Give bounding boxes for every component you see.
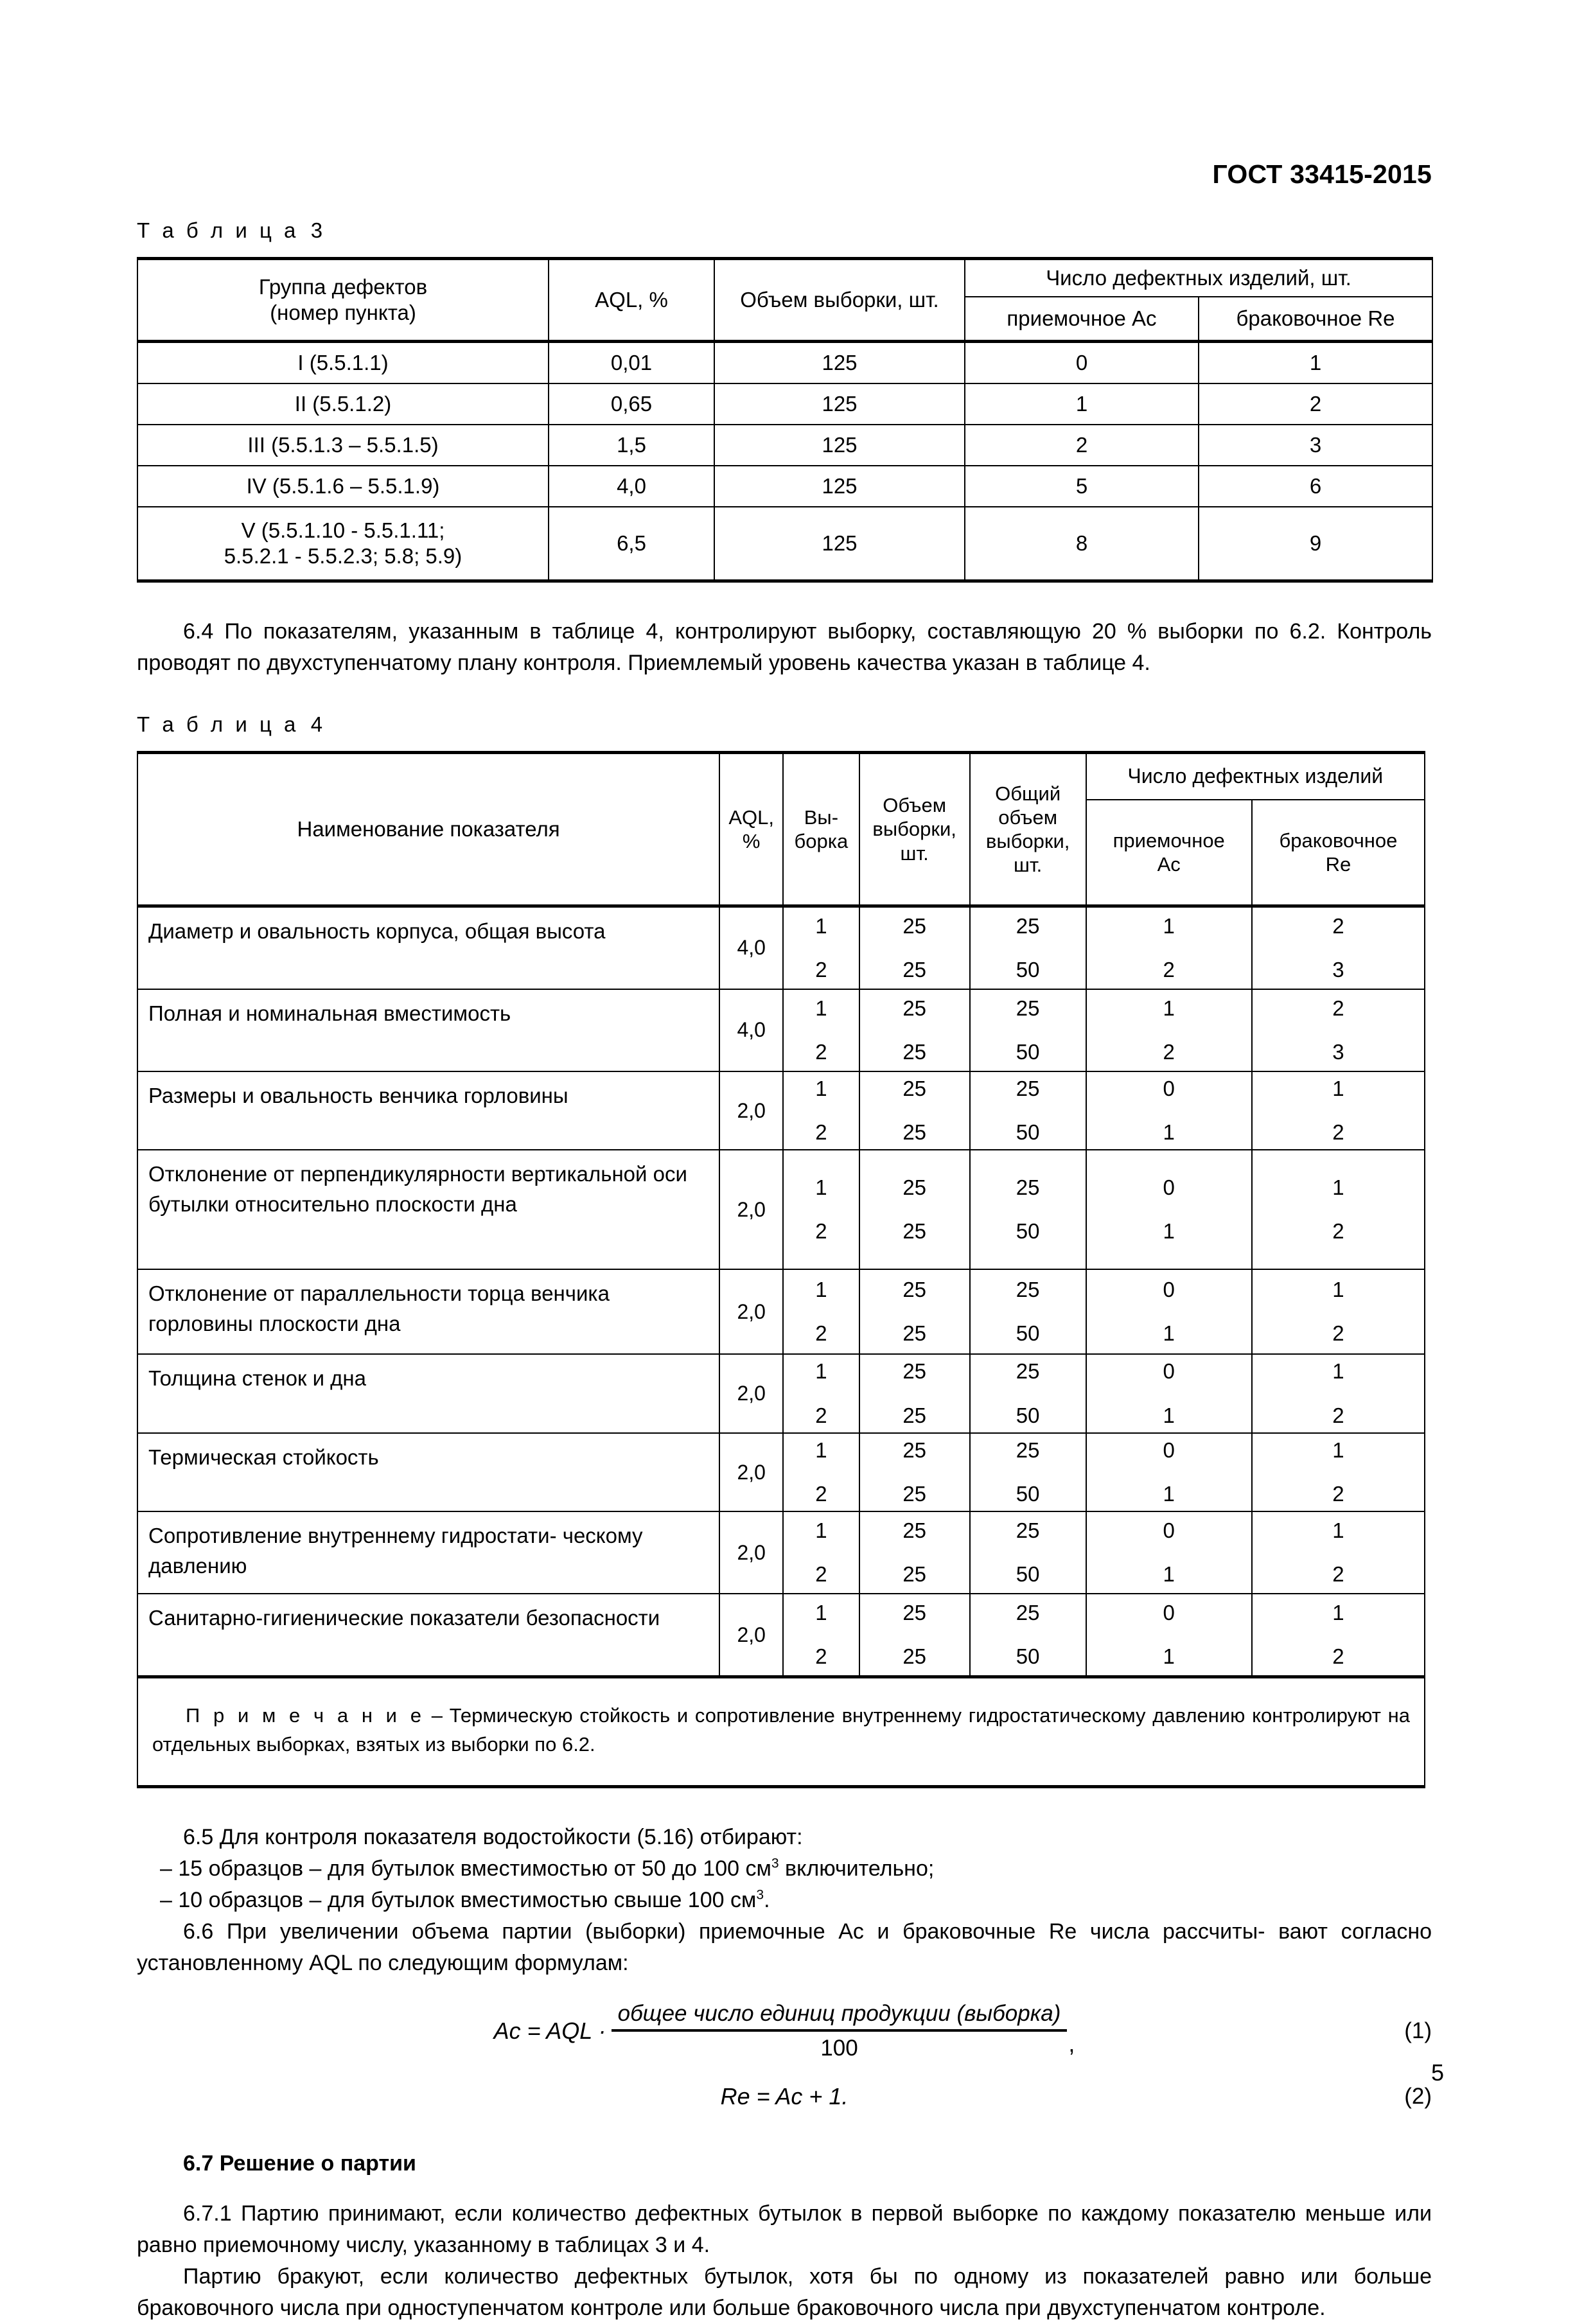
table4-cell-total	[970, 1269, 1086, 1354]
table3-cell-ac: 5	[965, 466, 1199, 507]
table4-row	[137, 1433, 1425, 1511]
table4-cell-stage	[783, 906, 859, 989]
table4-row	[137, 1071, 1425, 1150]
table4-row	[137, 1354, 1425, 1432]
table4-header-total-line1: Общий	[995, 782, 1061, 805]
table4-cell-re	[1252, 906, 1425, 989]
table4-caption	[137, 712, 1432, 737]
table4-cell-tot2: 50	[1016, 1039, 1040, 1064]
paragraph-6-5-item-1	[137, 1853, 1432, 1885]
table4-cell-ac1: 0	[1163, 1519, 1175, 1542]
table3-cell-volume: 125	[714, 466, 965, 507]
table4-cell-tot2: 50	[1016, 1120, 1040, 1145]
table3-cell-ac: 1	[965, 383, 1199, 425]
table4-row	[137, 906, 1425, 989]
section-6-7-heading: 6.7 Решение о партии	[183, 2151, 416, 2176]
table4-cell-aql: 2,0	[719, 1594, 783, 1677]
table4-cell-name: Санитарно-гигиенические показатели безопасности	[137, 1594, 719, 1677]
table4-cell-stage2: 2	[815, 1403, 827, 1427]
table4-cell-aql: 2,0	[719, 1354, 783, 1432]
table4-header-rejection-line1: браковочное	[1279, 829, 1398, 852]
table4-cell-re2: 2	[1332, 1562, 1344, 1587]
table4-cell-ac1: 0	[1163, 1076, 1175, 1100]
table4-cell-re1: 2	[1332, 996, 1344, 1020]
formula-2-number: (2)	[1404, 2083, 1432, 2109]
table4-cell-vol1: 25	[902, 1601, 927, 1624]
table4-cell-tot2: 50	[1016, 1403, 1040, 1427]
table4-cell-total	[970, 1433, 1086, 1511]
table4-note-label: П р и м е ч а н и е	[186, 1703, 425, 1727]
table4-cell-volume	[859, 1354, 970, 1432]
formula-1-lead: Ac = AQL ·	[493, 2017, 606, 2044]
table4-cell-aql: 2,0	[719, 1269, 783, 1354]
table3-caption-number: 3	[310, 218, 323, 242]
table3-cell-volume: 125	[714, 383, 965, 425]
table4-cell-stage2: 2	[815, 1482, 827, 1506]
table4-cell-tot1: 25	[1016, 913, 1040, 938]
paragraph-6-5-item-2	[137, 1885, 1432, 1916]
table4-cell-ac	[1086, 1071, 1252, 1150]
table3-header-aql: AQL, %	[549, 259, 714, 342]
table4-cell-vol1: 25	[902, 996, 927, 1020]
table4-caption-number: 4	[310, 712, 323, 736]
table4-cell-aql: 4,0	[719, 906, 783, 989]
table3-cell-aql: 6,5	[549, 507, 714, 581]
table4-cell-re2: 3	[1332, 957, 1344, 982]
formula-1-fraction	[612, 2001, 1068, 2061]
table4-cell-re2: 2	[1332, 1321, 1344, 1346]
table3-cell-ac: 8	[965, 507, 1199, 581]
table3-cell-ac: 0	[965, 342, 1199, 384]
table4-cell-stage2: 2	[815, 1644, 827, 1669]
table4-cell-re2: 2	[1332, 1482, 1344, 1506]
table4-cell-volume	[859, 1150, 970, 1269]
table4-note-text: – Термическую стойкость и сопротивление внутреннему гидростатическому давлению контролируют на отдельных выборках, взятых из выборки по 6.2.	[152, 1703, 1410, 1756]
table4	[137, 751, 1425, 1788]
table4-cell-ac2: 1	[1163, 1562, 1175, 1587]
table4-cell-re2: 2	[1332, 1219, 1344, 1244]
paragraph-6-5-item-1-post: включительно;	[779, 1856, 935, 1881]
table3-cell-volume: 125	[714, 342, 965, 384]
table3-header-defective: Число дефектных изделий, шт.	[965, 259, 1432, 297]
paragraph-6-7-1-reject: Партию бракуют, если количество дефектных бутылок, хотя бы по одному из показателей равно или больше браковочного числа при одноступенчатом контроле или больше браковочного числа при двухступенчатом контроле.	[137, 2264, 1432, 2320]
table3-header-row	[137, 259, 1432, 297]
table4-header-volume-line2: выборки,	[872, 818, 956, 841]
table4-cell-aql: 2,0	[719, 1071, 783, 1150]
table4-cell-ac2: 1	[1163, 1644, 1175, 1669]
formula-2-row	[137, 2083, 1432, 2110]
paragraph-6-6: 6.6 При увеличении объема партии (выборки) приемочные Ac и браковочные Re числа рассчиты- вают согласно установленному AQL по следующим формулам:	[137, 1919, 1432, 1976]
table4-cell-volume	[859, 1269, 970, 1354]
table3-row	[137, 383, 1432, 425]
table4-cell-aql: 2,0	[719, 1433, 783, 1511]
table4-cell-stage1: 1	[815, 1076, 827, 1100]
paragraph-6-5-item-1-sup: 3	[771, 1856, 779, 1871]
table4-cell-stage1: 1	[815, 1601, 827, 1624]
table3-header-rejection: браковочное Re	[1199, 297, 1432, 342]
paragraph-6-5-intro: 6.5 Для контроля показателя водостойкости (5.16) отбирают:	[183, 1825, 803, 1850]
table4-cell-re	[1252, 1269, 1425, 1354]
table4-row	[137, 1269, 1425, 1354]
table4-caption-word: Т а б л и ц а	[137, 712, 299, 736]
table4-cell-ac	[1086, 1150, 1252, 1269]
table4-cell-name: Отклонение от параллельности торца венчика горловины плоскости дна	[137, 1269, 719, 1354]
table4-cell-total	[970, 1354, 1086, 1432]
table4-cell-re2: 2	[1332, 1120, 1344, 1145]
table4-cell-ac1: 0	[1163, 1438, 1175, 1462]
table4-cell-re	[1252, 1433, 1425, 1511]
table4-cell-volume	[859, 1594, 970, 1677]
formula-2-block	[137, 2083, 1432, 2110]
table4-cell-re1: 1	[1332, 1175, 1344, 1200]
table4-cell-tot2: 50	[1016, 1219, 1040, 1244]
paragraph-6-4: 6.4 По показателям, указанным в таблице 4, контролируют выборку, составляющую 20 % выборки по 6.2. Контроль проводят по двухступенчатому плану контроля. Приемлемый уровень качества указан в таблице 4.	[137, 619, 1432, 675]
table4-cell-total	[970, 1071, 1086, 1150]
table4-cell-stage	[783, 1594, 859, 1677]
table4-cell-tot2: 50	[1016, 1321, 1040, 1346]
table4-cell-vol2: 25	[902, 1562, 927, 1587]
table4-cell-ac	[1086, 1594, 1252, 1677]
table4-header-name: Наименование показателя	[137, 752, 719, 906]
table4-cell-stage2: 2	[815, 1562, 827, 1587]
table4-cell-re1: 1	[1332, 1076, 1344, 1100]
table3-cell-re: 3	[1199, 425, 1432, 466]
table4-cell-re1: 2	[1332, 913, 1344, 938]
table4-header-defective: Число дефектных изделий	[1086, 752, 1425, 800]
table4-cell-total	[970, 1594, 1086, 1677]
table4-header-rejection-line2: Re	[1325, 852, 1351, 876]
table4-cell-vol2: 25	[902, 1403, 927, 1427]
table4-cell-stage1: 1	[815, 913, 827, 938]
table3-cell-aql: 1,5	[549, 425, 714, 466]
table3-row	[137, 342, 1432, 384]
table4-cell-re1: 1	[1332, 1601, 1344, 1624]
table4-cell-name: Полная и номинальная вместимость	[137, 989, 719, 1071]
table4-cell-vol1: 25	[902, 1359, 927, 1384]
formula-2-text	[721, 2083, 849, 2110]
table4-row	[137, 1150, 1425, 1269]
table4-header-acceptance	[1086, 800, 1252, 906]
table3-header-group-line2: (номер пункта)	[270, 301, 416, 324]
table4-cell-re	[1252, 1354, 1425, 1432]
table4-cell-ac	[1086, 1354, 1252, 1432]
table4-cell-aql: 2,0	[719, 1511, 783, 1594]
table4-cell-re	[1252, 1150, 1425, 1269]
formula-1-tail: ,	[1068, 2030, 1075, 2057]
table4-cell-stage	[783, 1354, 859, 1432]
document-header-standard: ГОСТ 33415-2015	[1212, 159, 1432, 189]
table3-cell-aql: 4,0	[549, 466, 714, 507]
paragraph-6-5-item-1-pre: – 15 образцов – для бутылок вместимостью от 50 до 100 см	[160, 1856, 771, 1881]
table4-cell-total	[970, 906, 1086, 989]
table4-cell-ac2: 1	[1163, 1321, 1175, 1346]
table4-cell-vol2: 25	[902, 1120, 927, 1145]
table4-cell-re	[1252, 1594, 1425, 1677]
table4-cell-re2: 2	[1332, 1644, 1344, 1669]
table4-cell-stage1: 1	[815, 996, 827, 1020]
table3-caption	[137, 218, 1432, 243]
table4-cell-stage	[783, 1150, 859, 1269]
table4-row	[137, 1511, 1425, 1594]
table4-cell-stage2: 2	[815, 1321, 827, 1346]
table3-header-group-line1: Группа дефектов	[258, 274, 428, 299]
paragraph-6-5-item-2-pre: – 10 образцов – для бутылок вместимостью свыше 100 см	[160, 1888, 757, 1913]
table4-cell-volume	[859, 1433, 970, 1511]
table4-cell-ac	[1086, 1433, 1252, 1511]
table4-cell-vol1: 25	[902, 1076, 927, 1100]
table4-cell-volume	[859, 906, 970, 989]
table4-cell-vol2: 25	[902, 1039, 927, 1064]
table4-cell-ac1: 0	[1163, 1359, 1175, 1384]
formula-2-expression: Re = Ac + 1.	[720, 2082, 849, 2109]
table4-header-sample-line2: борка	[794, 829, 849, 852]
table4-header-row	[137, 752, 1425, 800]
table4-cell-vol2: 25	[902, 1219, 927, 1244]
table4-cell-ac1: 0	[1163, 1278, 1175, 1302]
table4-header-aql-line1: AQL,	[728, 805, 775, 829]
table3-cell-group: II (5.5.1.2)	[137, 383, 549, 425]
table4-cell-tot2: 50	[1016, 1562, 1040, 1587]
page-number: 5	[1430, 2059, 1444, 2086]
table4-cell-name: Термическая стойкость	[137, 1433, 719, 1511]
table4-cell-ac2: 2	[1163, 1039, 1175, 1064]
table4-cell-ac1: 0	[1163, 1601, 1175, 1624]
table4-cell-stage	[783, 989, 859, 1071]
table3-cell-re: 2	[1199, 383, 1432, 425]
table4-cell-tot1: 25	[1016, 1278, 1040, 1302]
table4-header-sample	[783, 752, 859, 906]
table4-cell-vol1: 25	[902, 1519, 927, 1542]
table4-header-aql-line2: %	[742, 829, 761, 852]
table4-cell-tot2: 50	[1016, 957, 1040, 982]
table4-note-row	[137, 1677, 1425, 1787]
table4-cell-stage2: 2	[815, 957, 827, 982]
table4-cell-vol2: 25	[902, 1482, 927, 1506]
table4-cell-vol1: 25	[902, 1175, 927, 1200]
table4-header-volume-line1: Объем	[883, 794, 947, 817]
table4-cell-name: Отклонение от перпендикулярности вертикальной оси бутылки относительно плоскости дна	[137, 1150, 719, 1269]
table3-caption-word: Т а б л и ц а	[137, 218, 299, 242]
table3-header-acceptance: приемочное Ac	[965, 297, 1199, 342]
table3	[137, 257, 1433, 583]
table4-cell-ac	[1086, 1269, 1252, 1354]
table3-cell-re: 9	[1199, 507, 1432, 581]
table4-cell-ac2: 1	[1163, 1482, 1175, 1506]
table4-cell-vol1: 25	[902, 1278, 927, 1302]
table3-cell-ac: 2	[965, 425, 1199, 466]
table4-cell-tot1: 25	[1016, 1601, 1040, 1624]
table4-cell-name: Толщина стенок и дна	[137, 1354, 719, 1432]
page-content	[137, 218, 1432, 2324]
table4-cell-re	[1252, 989, 1425, 1071]
table4-cell-re2: 2	[1332, 1403, 1344, 1427]
table3-cell-volume: 125	[714, 425, 965, 466]
table4-header-total-line3: выборки,	[985, 829, 1070, 852]
table4-cell-tot2: 50	[1016, 1482, 1040, 1506]
table3-cell-group	[137, 507, 549, 581]
table4-cell-stage1: 1	[815, 1359, 827, 1384]
formula-1-denominator: 100	[820, 2035, 858, 2061]
table4-cell-ac2: 1	[1163, 1219, 1175, 1244]
paragraph-6-5-item-2-post: .	[764, 1888, 770, 1913]
formula-1-row	[137, 2001, 1432, 2061]
table4-cell-stage1: 1	[815, 1278, 827, 1302]
table4-cell-re1: 1	[1332, 1359, 1344, 1384]
table3-header-volume: Объем выборки, шт.	[714, 259, 965, 342]
table4-cell-stage2: 2	[815, 1120, 827, 1145]
table4-cell-ac	[1086, 989, 1252, 1071]
table4-cell-tot2: 50	[1016, 1644, 1040, 1669]
table4-cell-re2: 3	[1332, 1039, 1344, 1064]
table4-cell-tot1: 25	[1016, 996, 1040, 1020]
table4-note	[137, 1677, 1425, 1787]
table4-cell-stage	[783, 1511, 859, 1594]
table4-cell-name: Диаметр и овальность корпуса, общая высота	[137, 906, 719, 989]
paragraph-6-5-item-2-sup: 3	[756, 1887, 764, 1903]
table4-cell-total	[970, 989, 1086, 1071]
table4-cell-re	[1252, 1511, 1425, 1594]
table4-cell-name: Размеры и овальность венчика горловины	[137, 1071, 719, 1150]
table3-row	[137, 466, 1432, 507]
table3-cell-group-line1: V (5.5.1.10 - 5.5.1.11;	[241, 518, 445, 542]
table4-cell-re	[1252, 1071, 1425, 1150]
table3-cell-group: I (5.5.1.1)	[137, 342, 549, 384]
table4-cell-tot1: 25	[1016, 1519, 1040, 1542]
table4-header-total-line2: объем	[998, 805, 1058, 829]
table3-header-group	[137, 259, 549, 342]
table4-cell-ac1: 1	[1163, 913, 1175, 938]
table4-cell-volume	[859, 989, 970, 1071]
table4-cell-tot1: 25	[1016, 1076, 1040, 1100]
table4-cell-ac1: 1	[1163, 996, 1175, 1020]
table4-cell-stage1: 1	[815, 1175, 827, 1200]
table3-cell-re: 1	[1199, 342, 1432, 384]
table4-row	[137, 989, 1425, 1071]
table4-cell-ac2: 1	[1163, 1120, 1175, 1145]
table4-cell-vol2: 25	[902, 957, 927, 982]
table4-cell-volume	[859, 1511, 970, 1594]
table3-cell-volume: 125	[714, 507, 965, 581]
table4-cell-ac	[1086, 1511, 1252, 1594]
table4-header-acceptance-line2: Ac	[1157, 852, 1181, 876]
table4-header-total-line4: шт.	[1014, 854, 1043, 877]
table3-cell-aql: 0,01	[549, 342, 714, 384]
table4-cell-re1: 1	[1332, 1278, 1344, 1302]
table4-cell-vol1: 25	[902, 913, 927, 938]
paragraph-6-7-1: 6.7.1 Партию принимают, если количество дефектных бутылок в первой выборке по каждому показателю меньше или равно приемочному числу, указанному в таблицах 3 и 4.	[137, 2201, 1432, 2257]
table4-cell-ac2: 2	[1163, 957, 1175, 982]
table3-cell-group-line2: 5.5.2.1 - 5.5.2.3; 5.8; 5.9)	[224, 544, 462, 568]
table4-cell-re1: 1	[1332, 1519, 1344, 1542]
table4-header-volume	[859, 752, 970, 906]
table4-cell-aql: 4,0	[719, 989, 783, 1071]
table4-cell-vol2: 25	[902, 1644, 927, 1669]
formula-1-numerator: общее число единиц продукции (выборка)	[612, 2001, 1068, 2032]
table4-cell-stage	[783, 1071, 859, 1150]
table3-row	[137, 507, 1432, 581]
table4-cell-tot1: 25	[1016, 1359, 1040, 1384]
table4-cell-aql: 2,0	[719, 1150, 783, 1269]
table4-cell-ac	[1086, 906, 1252, 989]
table4-cell-stage1: 1	[815, 1519, 827, 1542]
table3-cell-group: IV (5.5.1.6 – 5.5.1.9)	[137, 466, 549, 507]
table4-cell-stage1: 1	[815, 1438, 827, 1462]
table4-cell-tot1: 25	[1016, 1438, 1040, 1462]
table4-header-sample-line1: Вы-	[804, 805, 839, 829]
table4-cell-total	[970, 1150, 1086, 1269]
table4-cell-vol2: 25	[902, 1321, 927, 1346]
formula-1-block	[137, 2001, 1432, 2061]
table4-header-aql	[719, 752, 783, 906]
table4-cell-ac1: 0	[1163, 1175, 1175, 1200]
table4-header-volume-line3: шт.	[900, 841, 929, 865]
table4-cell-name: Сопротивление внутреннему гидростати- ческому давлению	[137, 1511, 719, 1594]
table4-cell-stage2: 2	[815, 1219, 827, 1244]
table4-cell-vol1: 25	[902, 1438, 927, 1462]
table4-cell-re1: 1	[1332, 1438, 1344, 1462]
table3-cell-re: 6	[1199, 466, 1432, 507]
table4-cell-stage	[783, 1269, 859, 1354]
table3-row	[137, 425, 1432, 466]
table4-cell-tot1: 25	[1016, 1175, 1040, 1200]
formula-1-number: (1)	[1404, 2018, 1432, 2043]
table4-cell-volume	[859, 1071, 970, 1150]
table3-cell-group: III (5.5.1.3 – 5.5.1.5)	[137, 425, 549, 466]
table3-cell-aql: 0,65	[549, 383, 714, 425]
table4-cell-stage2: 2	[815, 1039, 827, 1064]
table4-cell-ac2: 1	[1163, 1403, 1175, 1427]
table4-header-total-volume	[970, 752, 1086, 906]
table4-header-rejection	[1252, 800, 1425, 906]
table4-row	[137, 1594, 1425, 1677]
table4-header-acceptance-line1: приемочное	[1113, 829, 1225, 852]
table4-cell-stage	[783, 1433, 859, 1511]
table4-cell-total	[970, 1511, 1086, 1594]
